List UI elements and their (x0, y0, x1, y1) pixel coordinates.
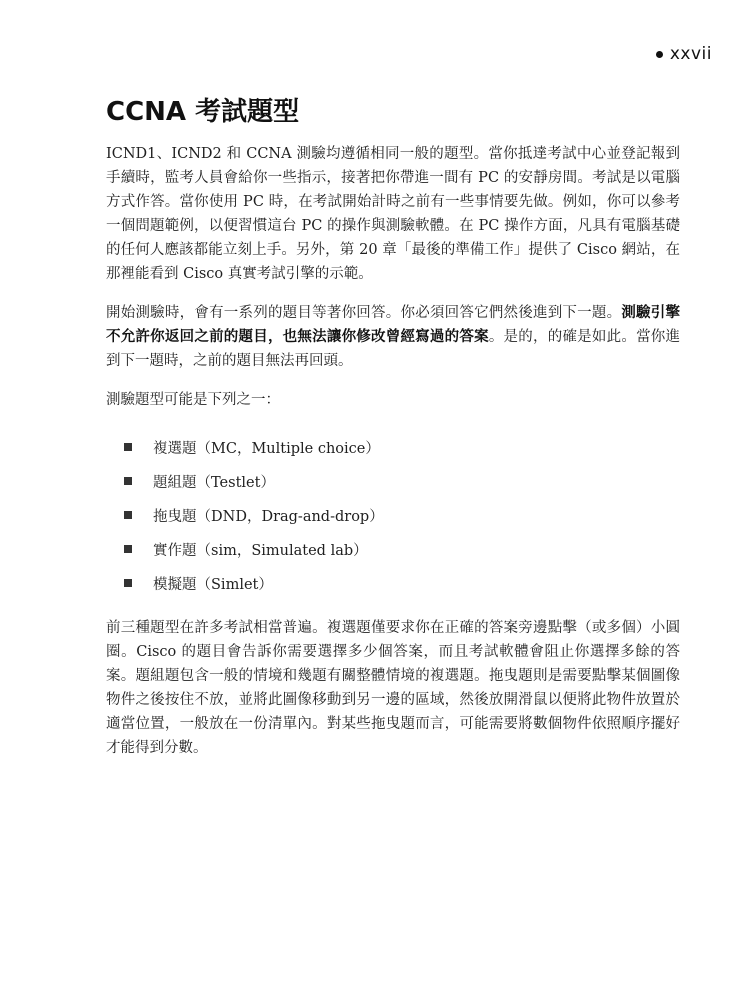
paragraph-exam-flow-end: 。是的，的確是如此。當你進到下一題時，之前的題目無法再回頭。 (106, 329, 681, 369)
paragraph-question-types-detail: 前三種題型在許多考試相當普遍。複選題僅要求你在正確的答案旁邊點擊（或多個）小圓圈。Cisco 的題目會告訴你需要選擇多少個答案，而且考試軟體會阻止你選擇多餘的答案。題組題包含一般的情境和幾題有關整體情境的複選題。拖曳題則是需要點擊某個圖像物件之後按住不放，並將此圖像移動到另一邊的區域，然後放開滑鼠以便將此物件放置於適當位置，一般放在一份清單內。對某些拖曳題而言，可能需要將數個物件依照順序擺好才能得到分數。 (106, 620, 680, 756)
page-content (106, 96, 680, 775)
square-bullet-icon (124, 477, 132, 485)
question-type-list (106, 430, 680, 600)
paragraph-exam-intro: ICND1、ICND2 和 CCNA 測驗均遵循相同一般的題型。當你抵達考試中心並登記報到手續時，監考人員會給你一些指示，接著把你帶進一間有 PC 的安靜房間。考試是以電腦方式作答。當你使用 PC 時，在考試開始計時之前有一些事情要先做。例如，你可以參考一個問題範例，以便習慣這台 PC 的操作與測驗軟體。在 PC 操作方面，凡具有電腦基礎的任何人應該都能立刻上手。另外，第 20 章「最後的準備工作」提供了 Cisco 網站，在那裡能看到 Cisco 真實考試引擎的示範。 (106, 146, 680, 282)
square-bullet-icon (124, 511, 132, 519)
list-item (106, 532, 680, 566)
square-bullet-icon (124, 443, 132, 451)
list-item-label: 複選題（MC，Multiple choice） (153, 440, 380, 457)
list-item-label: 模擬題（Simlet） (153, 576, 273, 593)
list-item (106, 498, 680, 532)
paragraph-exam-flow-emphasis: 測驗引擎不允許你返回之前的題目，也無法讓你修改曾經寫過的答案 (106, 305, 680, 345)
bullet-dot-icon (656, 51, 663, 58)
square-bullet-icon (124, 579, 132, 587)
page-number-text: xxvii (669, 44, 712, 64)
paragraph-exam-flow-start: 開始測驗時，會有一系列的題目等著你回答。你必須回答它們然後進到下一題。 (106, 305, 622, 321)
list-item (106, 566, 680, 600)
page-number (656, 44, 712, 64)
square-bullet-icon (124, 545, 132, 553)
list-item (106, 430, 680, 464)
paragraph-exam-flow (106, 301, 680, 373)
section-title: CCNA 考試題型 (106, 97, 300, 127)
list-item-label: 題組題（Testlet） (153, 474, 275, 491)
list-item-label: 拖曳題（DND，Drag-and-drop） (153, 508, 384, 525)
list-item-label: 實作題（sim，Simulated lab） (153, 542, 368, 559)
list-item (106, 464, 680, 498)
paragraph-question-types-lead: 測驗題型可能是下列之一： (106, 392, 280, 408)
